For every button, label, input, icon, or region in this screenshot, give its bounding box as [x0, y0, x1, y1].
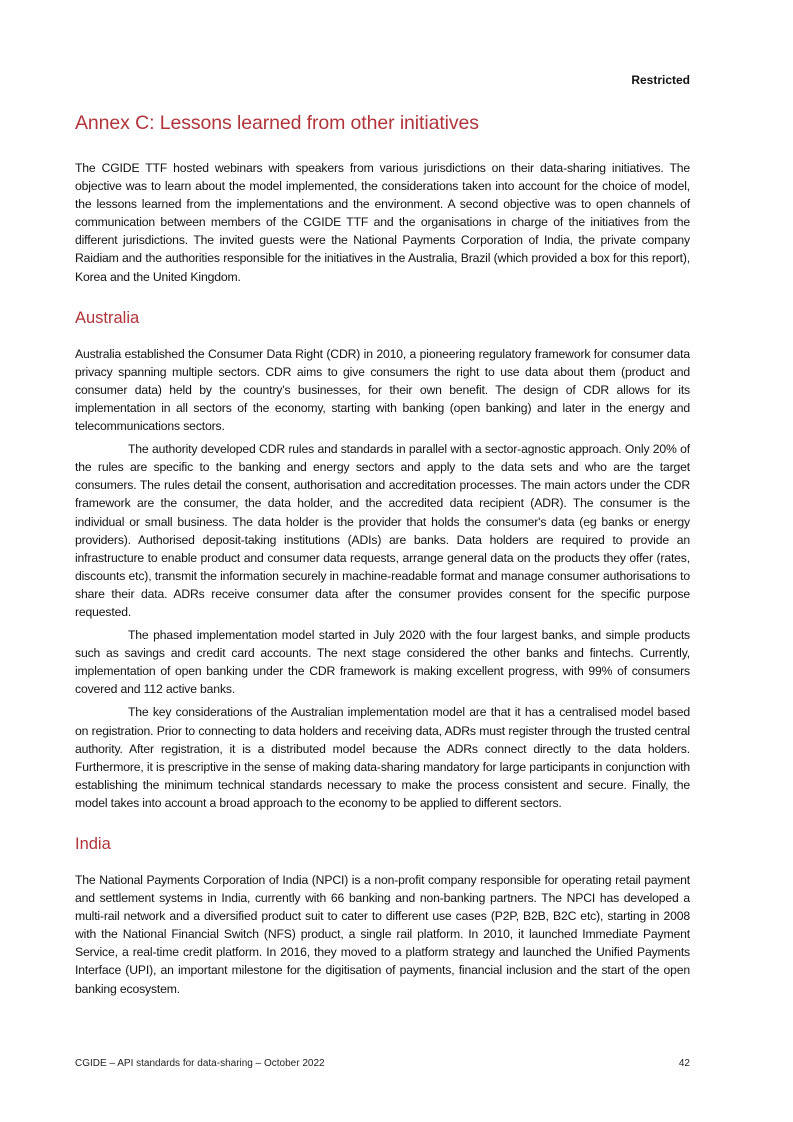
paragraph: The phased implementation model started in July 2020 with the four largest banks, and simple products such as savings and credit card accounts. The next stage considered the other banks and fintechs. Currently, implementation of open banking under the CDR framework is making excellent progress, with 99% of consumers covered and 112 active banks. — [75, 628, 690, 697]
page-number: 42 — [678, 1058, 690, 1069]
paragraph: The National Payments Corporation of India (NPCI) is a non-profit company responsible for operating retail payment and settlement systems in India, currently with 66 banking and non-banking partners. The NPCI has developed a multi-rail network and a diversified product suit to cater to different use cases (P2P, B2B, B2C etc), starting in 2008 with the National Financial Switch (NFS) product, a single rail platform. In 2010, it launched Immediate Payment Service, a real-time credit platform. In 2016, they moved to a platform strategy and launched the Unified Payments Interface (UPI), an important milestone for the digitisation of payments, financial inclusion and the start of the open banking ecosystem. — [75, 873, 690, 996]
paragraph: Australia established the Consumer Data Right (CDR) in 2010, a pioneering regulatory framework for consumer data privacy spanning multiple sectors. CDR aims to give consumers the right to use data about them (product and consumer data) held by the country’s businesses, for their own benefit. The design of CDR allows for its implementation in all sectors of the economy, starting with banking (open banking) and later in the energy and telecommunications sectors. — [75, 346, 690, 434]
annex-title: Annex C: Lessons learned from other initiatives — [75, 112, 479, 134]
classification-label: Restricted — [631, 73, 690, 87]
section-heading-india: India — [75, 835, 111, 853]
section-australia — [75, 309, 690, 812]
page-content — [75, 112, 690, 998]
annex-intro-paragraph: The CGIDE TTF hosted webinars with speakers from various jurisdictions on their data-sharing initiatives. The objective was to learn about the model implemented, the considerations taken into account for the choice of model, the lessons learned from the implementations and the environment. A second objective was to open channels of communication between members of the CGIDE TTF and the organisations in charge of the initiatives from the different jurisdictions. The invited guests were the National Payments Corporation of India, the private company Raidiam and the authorities responsible for the initiatives in the Australia, Brazil (which provided a box for this report), Korea and the United Kingdom. — [75, 161, 690, 284]
paragraph: The authority developed CDR rules and standards in parallel with a sector-agnostic approach. Only 20% of the rules are specific to the banking and energy sectors and apply to the data sets and who are the target consumers. The rules detail the consent, authorisation and accreditation processes. The main actors under the CDR framework are the consumer, the data holder, and the accredited data recipient (ADR). The consumer is the individual or small business. The data holder is the provider that holds the consumer's data (eg banks or energy providers). Authorised deposit-taking institutions (ADIs) are banks. Data holders are required to provide an infrastructure to enable product and consumer data requests, arrange general data on the products they offer (rates, discounts etc), transmit the information securely in machine-readable format and manage consumer authorisations to share their data. ADRs receive consumer data after the consumer provides consent for the specific purpose requested. — [75, 442, 690, 619]
section-india — [75, 835, 690, 998]
footer-document-title: CGIDE – API standards for data-sharing – October 2022 — [75, 1058, 325, 1069]
page-footer — [75, 1058, 690, 1069]
section-heading-australia: Australia — [75, 308, 140, 327]
paragraph: The key considerations of the Australian implementation model are that it has a centralised model based on registration. Prior to connecting to data holders and receiving data, ADRs must register through the trusted central authority. After registration, it is a distributed model because the ADRs connect directly to the data holders. Furthermore, it is prescriptive in the sense of making data-sharing mandatory for large participants in conjunction with establishing the minimum technical standards necessary to make the process consistent and secure. Finally, the model takes into account a broad approach to the economy to be applied to different sectors. — [75, 705, 690, 810]
